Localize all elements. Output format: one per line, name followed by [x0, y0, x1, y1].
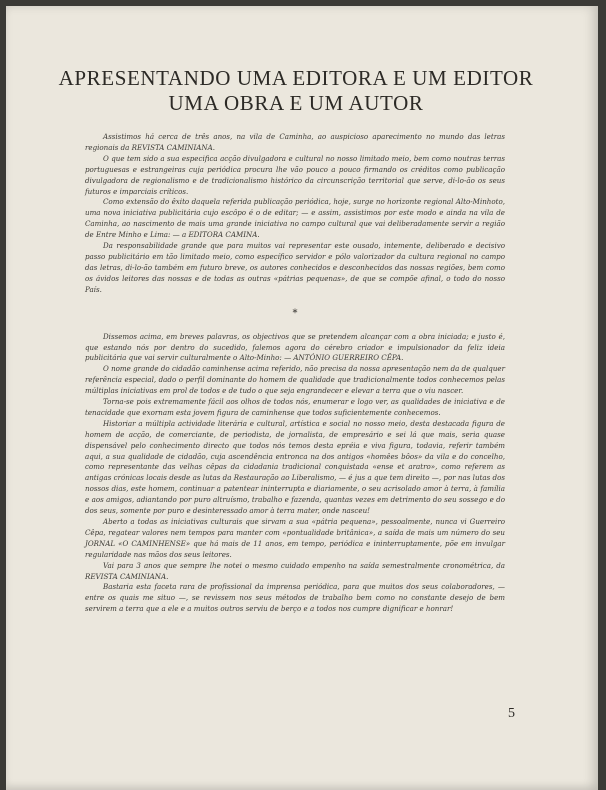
paragraph: Torna-se pois extremamente fácil aos olhos de todos nós, enumerar e logo ver, as qualidades de iniciativa e de tenacidade que exornam esta jovem figura de caminhense que todos suficientemente conhecemos. [85, 397, 505, 417]
paragraph: Bastaria esta faceta rara de profissional da imprensa periódica, para que muitos dos seus colaboradores, — entre os quais me situo —, se revissem nos seus métodos de trabalho bem como no constante desejo de bem servirem a terra que a ele e a muitos outros serviu de berço e a todos nos cumpre dignificar e honrar! [85, 582, 505, 614]
paragraph: Aberto a todas as iniciativas culturais que sirvam a sua «pátria pequena», pessoalmente, nunca vi Guerreiro Cêpa, regatear valores nem tempos para manter com «pontualidade britânica», a saída de mais um número do seu JORNAL «O CAMINHENSE» que há mais de 11 anos, em tempo, periódica e ininterruptamente, põe em invulgar regularidade nas mãos dos seus leitores. [85, 517, 505, 559]
paragraph: Dissemos acima, em breves palavras, os objectivos que se pretendem alcançar com a obra iniciada; e justo é, que estando nós por dentro do sucedido, falemos agora do cérebro criador e impulsionador da feliz ideia publicitária que vai servir culturalmente o Alto-Minho: — ANTÓNIO GUERREIRO CÊPA. [85, 331, 505, 363]
article-body [85, 132, 505, 615]
paragraph: O que tem sido a sua especifica acção divulgadora e cultural no nosso limitado meio, bem como noutras terras portuguesas e estrangeiras cuja periódica procura lhe vão pouco a pouco firmando os créditos como publicação divulgadora de regionalismo e de tradicionalismo histórico da circunscrição territorial que serve, di-lo-ão os seus futuros e imparciais críticos. [85, 153, 505, 196]
document-page [6, 6, 598, 790]
paragraph: Vai para 3 anos que sempre lhe notei o mesmo cuidado empenho na saída semestralmente cronométrica, da REVISTA CAMINIANA. [85, 560, 505, 581]
paragraph: Da responsabilidade grande que para muitos vai representar este ousado, intemente, deliberado e decisivo passo publicitário em tão limitado meio, como específico servidor e pólo valorizador da cultura regional no campo das letras, di-lo-ão também em futuro breve, os autores conhecidos e desconhecidos das nossas regiões, bem como os ávidos leitores das nossas e de todas as outras «pátrias pequenas», de que se compõe afinal, o todo do nosso País. [85, 241, 505, 294]
title-line-2: UMA OBRA E UM AUTOR [168, 91, 424, 115]
section-divider-asterisk: * [292, 307, 298, 319]
paragraph: Assistimos há cerca de três anos, na vila de Caminha, ao auspicioso aparecimento no mundo das letras regionais da REVISTA CAMINIANA. [85, 132, 505, 152]
article-title [46, 66, 546, 116]
paragraph: Como extensão do êxito daquela referida publicação periódica, hoje, surge no horizonte regional Alto-Minhoto, uma nova iniciativa publicitária cujo escôpo é o de editar; — e assim, assistimos por este modo e ainda na vila de Caminha, ao nascimento de mais uma grande iniciativa no campo cultural que vai deliberadamente servir a região de Entre Minho e Lima: — a EDITORA CAMINA. [85, 197, 505, 240]
paragraph: Historiar a múltipla actividade literária e cultural, artística e social no nosso meio, desta destacada figura de homem de acção, de comerciante, de periodista, de jornalista, de empresário e sei lá que mais, seria quase dispensável pelo conhecimento directo que todos nós temos desta epréia e viva figura, todavia, referir também aqui, a sua qualidade de cidadão, cuja ascendência entronca na dos antigos «homêes bôos» da vila e do concelho, como representante das velhas cêpas da cidadania tradicional conquistada «ense et aratro», como referem as antigas crónicas locais desde as lutas da Restauração ao Liberalismo, — é jus a que tem direito —, por nas lutas dos nossos dias, este homem, continuar a patentear ininterrupta e diariamente, o seu acrisolado amor à terra, à família e aos amigos, adiantando por puro altruísmo, trabalho e fazenda, quantas vezes em detrimento do seu sossego e do dos seus, somente por puro e desinteressado amor à terra mater, onde nasceu! [85, 418, 505, 516]
paragraph: O nome grande do cidadão caminhense acima referido, não precisa da nossa apresentação nem da de qualquer referência especial, dado o perfil dominante do homem de qualidade que tradicionalmente todos conhecemos pelas múltiplas iniciativas em prol de todos e de tudo o que seja engrandecer e elevar a terra que o viu nascer. [85, 364, 505, 396]
title-line-1: APRESENTANDO UMA EDITORA E UM EDITOR [58, 66, 534, 90]
page-number: 5 [508, 706, 515, 721]
